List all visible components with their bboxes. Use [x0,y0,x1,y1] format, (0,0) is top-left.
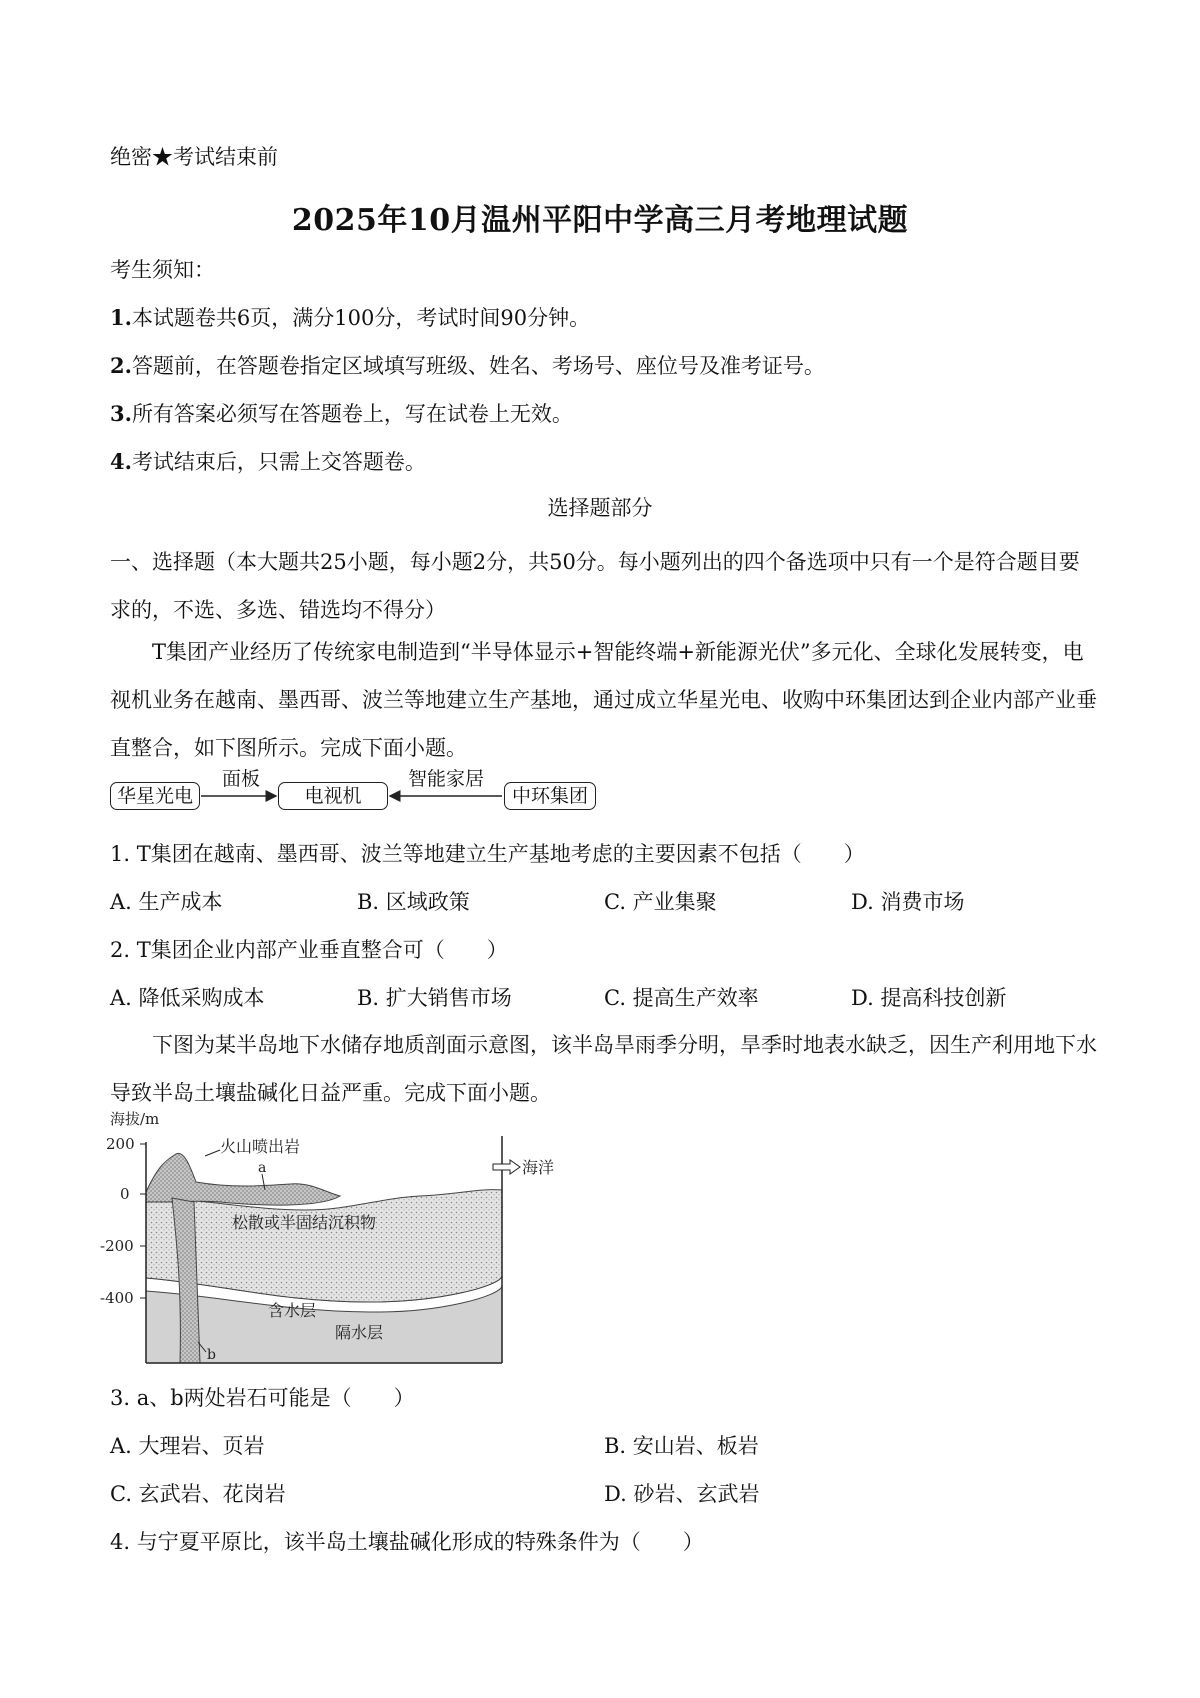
box-zhonghuan: 中环集团 [504,782,596,810]
option-b[interactable]: B. 扩大销售市场 [357,986,512,1010]
section-title: 选择题部分 [547,496,653,520]
notice-heading: 考生须知： [110,258,215,282]
notice-item: 1.本试题卷共6页，满分100分，考试时间90分钟。 [110,305,591,330]
notice-item: 2.答题前，在答题卷指定区域填写班级、姓名、考场号、座位号及准考证号。 [110,353,825,378]
label-aquifer: 含水层 [268,1301,317,1320]
question-3-stem: 3. a、b两处岩石可能是（ ） [110,1386,415,1410]
question-2-options [0,982,1200,1012]
notice-item: 3.所有答案必须写在答题卷上，写在试卷上无效。 [110,401,573,426]
confidential-label: 绝密★考试结束前 [110,145,278,169]
option-d[interactable]: D. 提高科技创新 [851,986,1007,1010]
passage-2: 下图为某半岛地下水储存地质剖面示意图，该半岛旱雨季分明，旱季时地表水缺乏，因生产利用地下水导致半岛土壤盐碱化日益严重。完成下面小题。 [110,1033,1097,1105]
question-2-stem: 2. T集团企业内部产业垂直整合可（ ） [110,938,508,962]
notice-item: 4.考试结束后，只需上交答题卷。 [110,449,426,474]
section-instruction: 一、选择题（本大题共25小题，每小题2分，共50分。每小题列出的四个备选项中只有一个是符合题目要求的，不选、多选、错选均不得分） [110,550,1080,622]
label-ocean: 海洋 [522,1158,555,1177]
passage-1: T集团产业经历了传统家电制造到“半导体显示+智能终端+新能源光伏”多元化、全球化发展转变，电视机业务在越南、墨西哥、波兰等地建立生产基地，通过成立华星光电、收购中环集团达到企业内部产业垂直整合，如下图所示。完成下面小题。 [110,640,1097,760]
label-b: b [207,1347,216,1363]
option-a[interactable]: A. 大理岩、页岩 [110,1434,265,1458]
box-tv: 电视机 [278,782,388,810]
label-sediment: 松散或半固结沉积物 [232,1213,377,1232]
label-volcanic: 火山喷出岩 [220,1137,301,1156]
y-axis-label: 海拔/m [110,1110,160,1128]
option-c[interactable]: C. 玄武岩、花岗岩 [110,1482,286,1506]
geological-profile-diagram [100,1110,580,1366]
option-a[interactable]: A. 生产成本 [110,890,223,914]
volcanic-rock-a [146,1153,340,1205]
y-tick: -200 [100,1237,134,1255]
industry-chain-diagram [110,768,610,812]
label-aquiclude: 隔水层 [335,1323,384,1342]
ocean-arrow-icon [493,1160,520,1174]
question-1-options [0,886,1200,916]
question-4-stem: 4. 与宁夏平原比，该半岛土壤盐碱化形成的特殊条件为（ ） [110,1530,704,1554]
profile-svg [100,1110,580,1366]
y-tick: -400 [100,1289,134,1307]
option-b[interactable]: B. 区域政策 [357,890,470,914]
option-c[interactable]: C. 产业集聚 [604,890,717,914]
option-b[interactable]: B. 安山岩、板岩 [604,1434,759,1458]
y-tick: 0 [120,1185,130,1203]
arrow-label-smart-home: 智能家居 [408,768,485,790]
option-d[interactable]: D. 砂岩、玄武岩 [604,1482,760,1506]
option-a[interactable]: A. 降低采购成本 [110,986,265,1010]
y-tick: 200 [106,1135,135,1153]
exam-title: 2025年10月温州平阳中学高三月考地理试题 [291,203,909,238]
question-3-options-row2 [0,1478,1200,1508]
question-1-stem: 1. T集团在越南、墨西哥、波兰等地建立生产基地考虑的主要因素不包括（ ） [110,842,865,866]
arrow-label-panel: 面板 [222,768,261,790]
option-d[interactable]: D. 消费市场 [851,890,965,914]
question-3-options-row1 [0,1430,1200,1460]
option-c[interactable]: C. 提高生产效率 [604,986,759,1010]
flow-arrows [110,776,610,812]
box-huaxing: 华星光电 [110,782,200,810]
label-a: a [258,1160,267,1176]
